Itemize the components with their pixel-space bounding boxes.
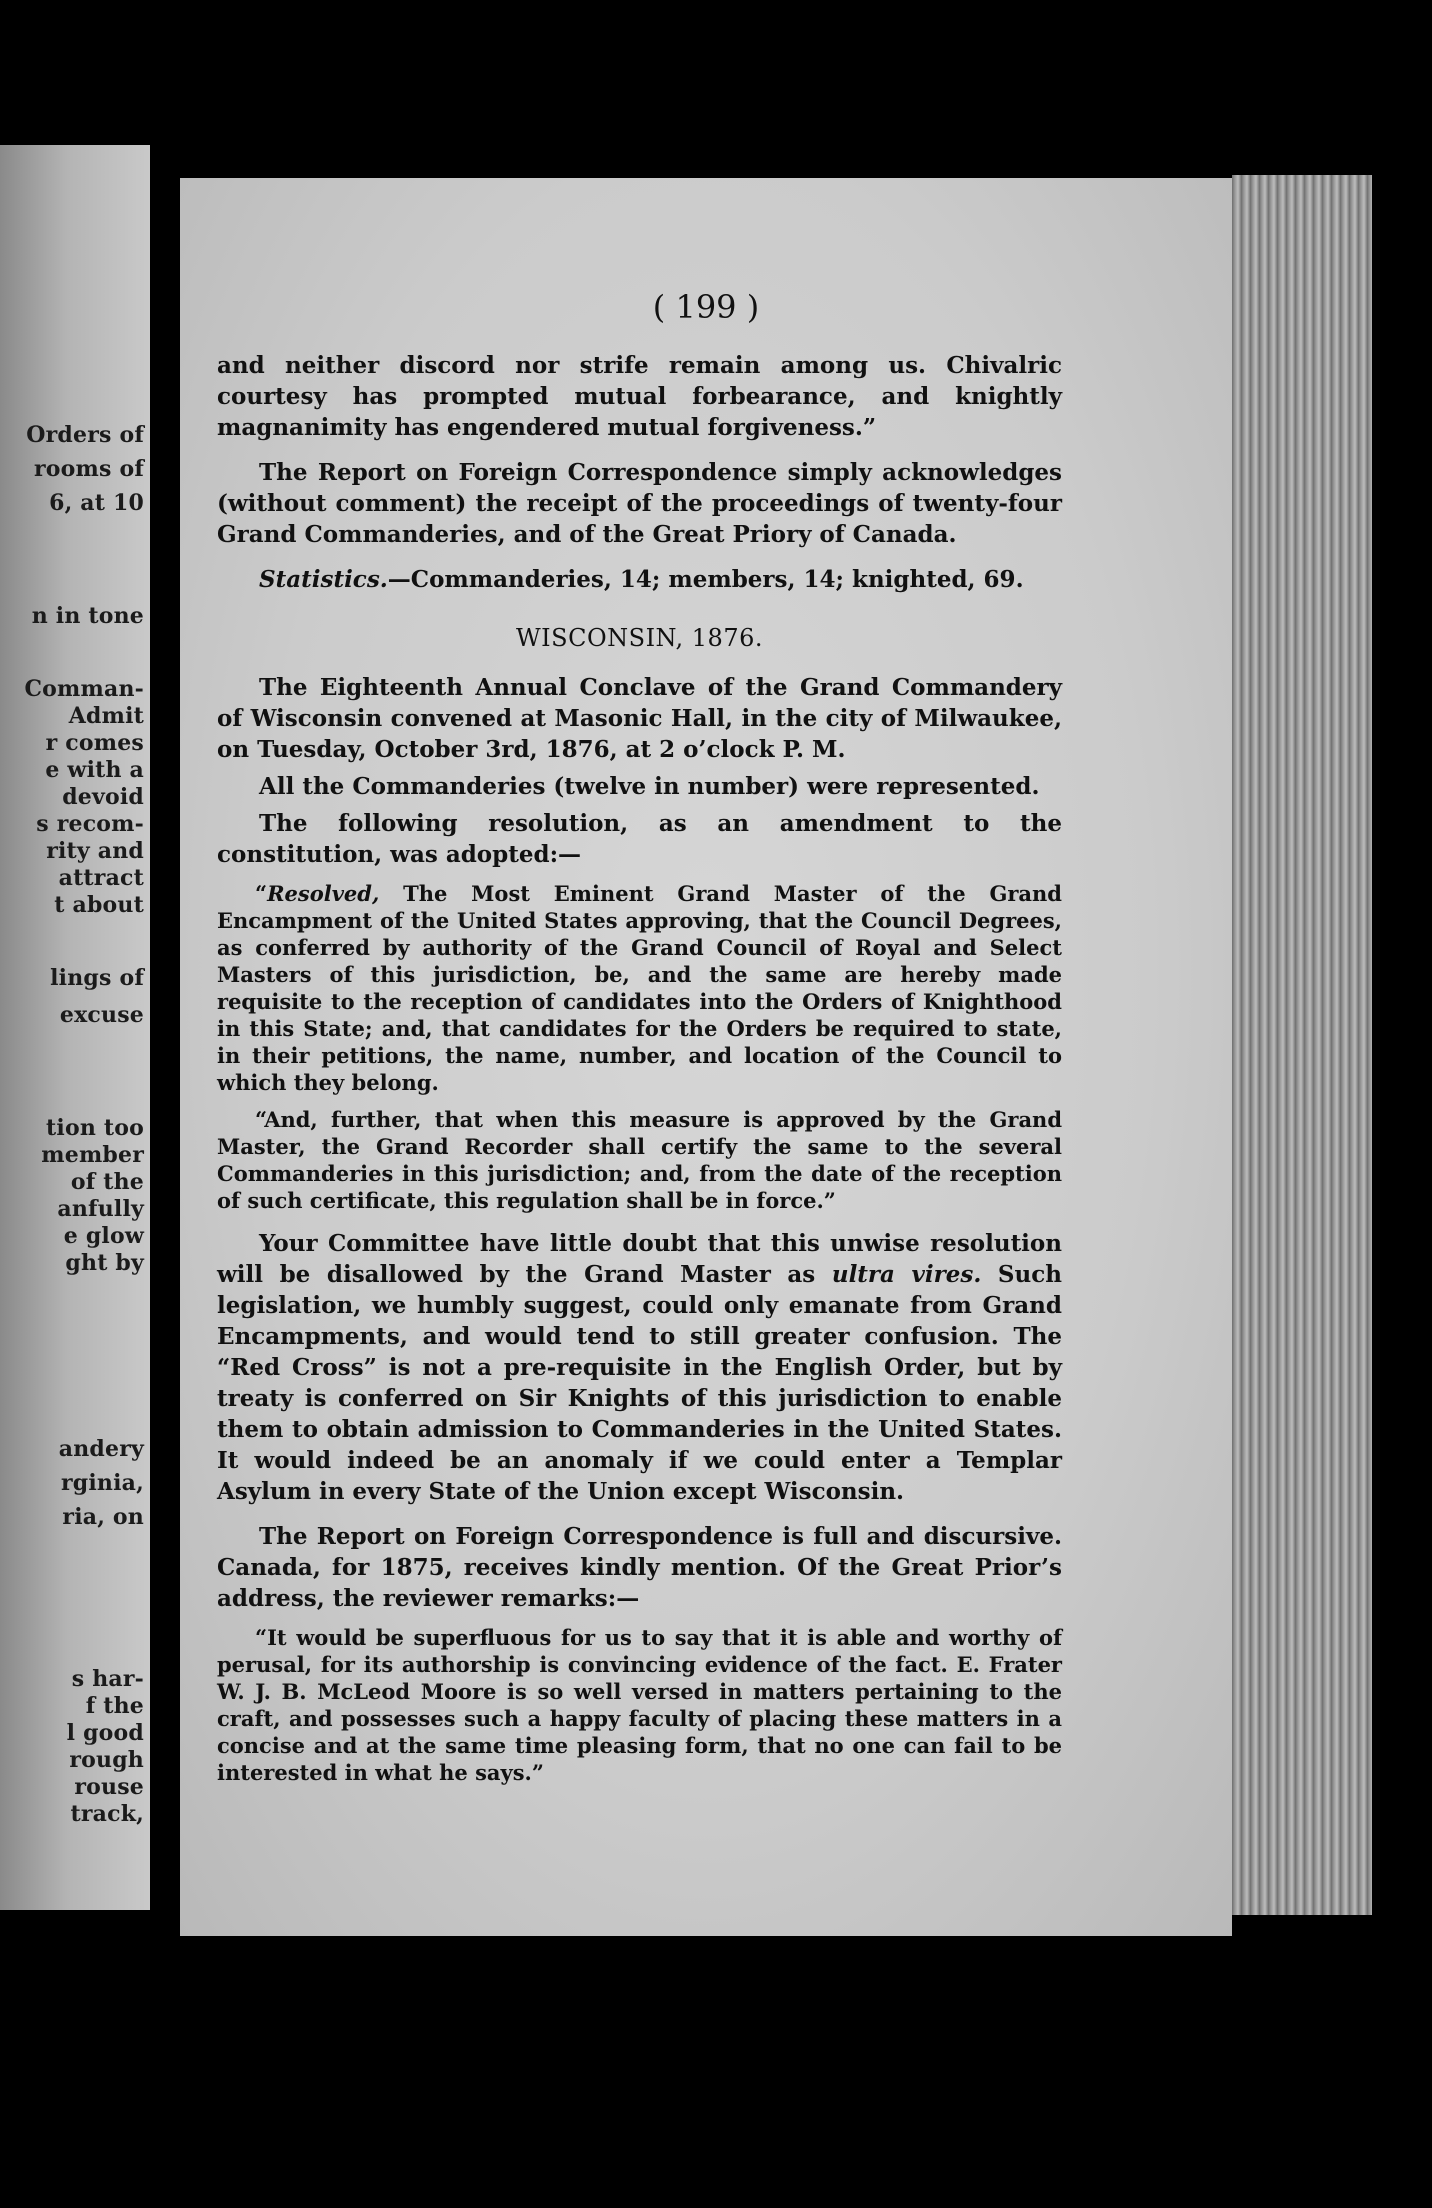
- ultra-vires-italic: ultra vires.: [831, 1261, 982, 1288]
- paragraph: and neither discord nor strife remain among us. Chivalric courtesy has prompted mutual forbearance, and knightly magnanimity has engendered mutual forgiveness.”: [217, 352, 1062, 441]
- facing-page-line: attract: [58, 865, 144, 891]
- quoted-resolution-continued: “And, further, that when this measure is approved by the Grand Master, the Grand Recorder shall certify the same to the several Commanderies in this jurisdiction; and, from the date of the reception of such certificate, this regulation shall be in force.”: [217, 1107, 1062, 1213]
- facing-page-line: rooms of: [34, 456, 144, 482]
- facing-page-line: ria, on: [62, 1504, 144, 1530]
- facing-page-line: s recom-: [36, 811, 144, 837]
- facing-page-line: track,: [70, 1801, 144, 1827]
- page-body: [217, 350, 1062, 1786]
- facing-page-line: of the: [70, 1169, 144, 1195]
- facing-page-line: s har-: [71, 1666, 144, 1692]
- facing-page-line: rough: [69, 1747, 144, 1773]
- facing-page-line: f the: [85, 1693, 144, 1719]
- facing-page-line: Orders of: [26, 422, 144, 448]
- committee-text-a: Your Committee have little doubt that this unwise resolution will be disallowed by the Grand Master as: [217, 1230, 1062, 1288]
- book-page: [180, 178, 1232, 1936]
- page-number: ( 199 ): [652, 288, 760, 326]
- statistics-line: [217, 564, 1062, 595]
- facing-page-line: 6, at 10: [49, 490, 144, 516]
- paragraph: [217, 1228, 1062, 1507]
- facing-page-line: n in tone: [31, 603, 144, 629]
- facing-page-line: rity and: [46, 838, 144, 864]
- facing-page-line: rouse: [74, 1774, 144, 1800]
- facing-page-line: e with a: [45, 757, 144, 783]
- facing-page-line: tion too: [46, 1115, 144, 1141]
- facing-page-line: e glow: [63, 1223, 144, 1249]
- facing-page-line: devoid: [62, 784, 144, 810]
- facing-page-line: member: [41, 1142, 144, 1168]
- facing-page-line: lings of: [50, 965, 144, 991]
- statistics-label: Statistics.: [259, 566, 388, 593]
- paragraph: The Eighteenth Annual Conclave of the Grand Commandery of Wisconsin convened at Masonic Hall, in the city of Milwaukee, on Tuesday, October 3rd, 1876, at 2 o’clock P. M.: [217, 674, 1062, 763]
- quoted-review: “It would be superfluous for us to say that it is able and worthy of perusal, for its authorship is convincing evidence of the fact. E. Frater W. J. B. McLeod Moore is so well versed in matters pertaining to the craft, and possesses such a happy faculty of placing these matters in a concise and at the same time pleasing form, that no one can fail to be interested in what he says.”: [217, 1625, 1062, 1785]
- facing-page-line: Admit: [68, 703, 144, 729]
- facing-page-line: anfully: [57, 1196, 144, 1222]
- facing-page-line: andery: [58, 1436, 144, 1462]
- book-page-edges: [1232, 175, 1372, 1915]
- paragraph: The Report on Foreign Correspondence simply acknowledges (without comment) the receipt of the proceedings of twenty-four Grand Commanderies, and of the Great Priory of Canada.: [217, 459, 1062, 548]
- committee-text-b: Such legislation, we humbly suggest, could only emanate from Grand Encampments, and would tend to still greater confusion. The “Red Cross” is not a pre-requisite in the English Order, but by treaty is conferred on Sir Knights of this jurisdiction to enable them to obtain admission to Commanderies in the United States. It would indeed be an anomaly if we could enter a Templar Asylum in every State of the Union except Wisconsin.: [217, 1261, 1062, 1505]
- facing-page-line: t about: [54, 892, 144, 918]
- facing-page-line: Comman-: [24, 676, 144, 702]
- paragraph: The following resolution, as an amendment to the constitution, was adopted:—: [217, 810, 1062, 868]
- resolution-text: The Most Eminent Grand Master of the Grand Encampment of the United States approving, that the Council Degrees, as conferred by authority of the Grand Council of Royal and Select Masters of this jurisdiction, be, and the same are hereby made requisite to the reception of candidates into the Orders of Knighthood in this State; and, that candidates for the Orders be required to state, in their petitions, the name, number, and location of the Council to which they belong.: [217, 881, 1062, 1095]
- open-quote: “: [255, 881, 268, 906]
- resolved-label: Resolved,: [267, 881, 380, 906]
- facing-page-fragment: [0, 145, 150, 1910]
- facing-page-line: ght by: [65, 1250, 144, 1276]
- quoted-resolution: [217, 880, 1062, 1096]
- paragraph: All the Commanderies (twelve in number) were represented.: [259, 773, 1040, 800]
- facing-page-line: r comes: [45, 730, 144, 756]
- statistics-text: —Commanderies, 14; members, 14; knighted, 69.: [387, 566, 1024, 593]
- facing-page-line: rginia,: [61, 1470, 144, 1496]
- facing-page-line: excuse: [59, 1002, 144, 1028]
- section-heading: WISCONSIN, 1876.: [516, 624, 763, 652]
- facing-page-line: l good: [66, 1720, 144, 1746]
- paragraph: The Report on Foreign Correspondence is full and discursive. Canada, for 1875, receives kindly mention. Of the Great Prior’s address, the reviewer remarks:—: [217, 1523, 1062, 1612]
